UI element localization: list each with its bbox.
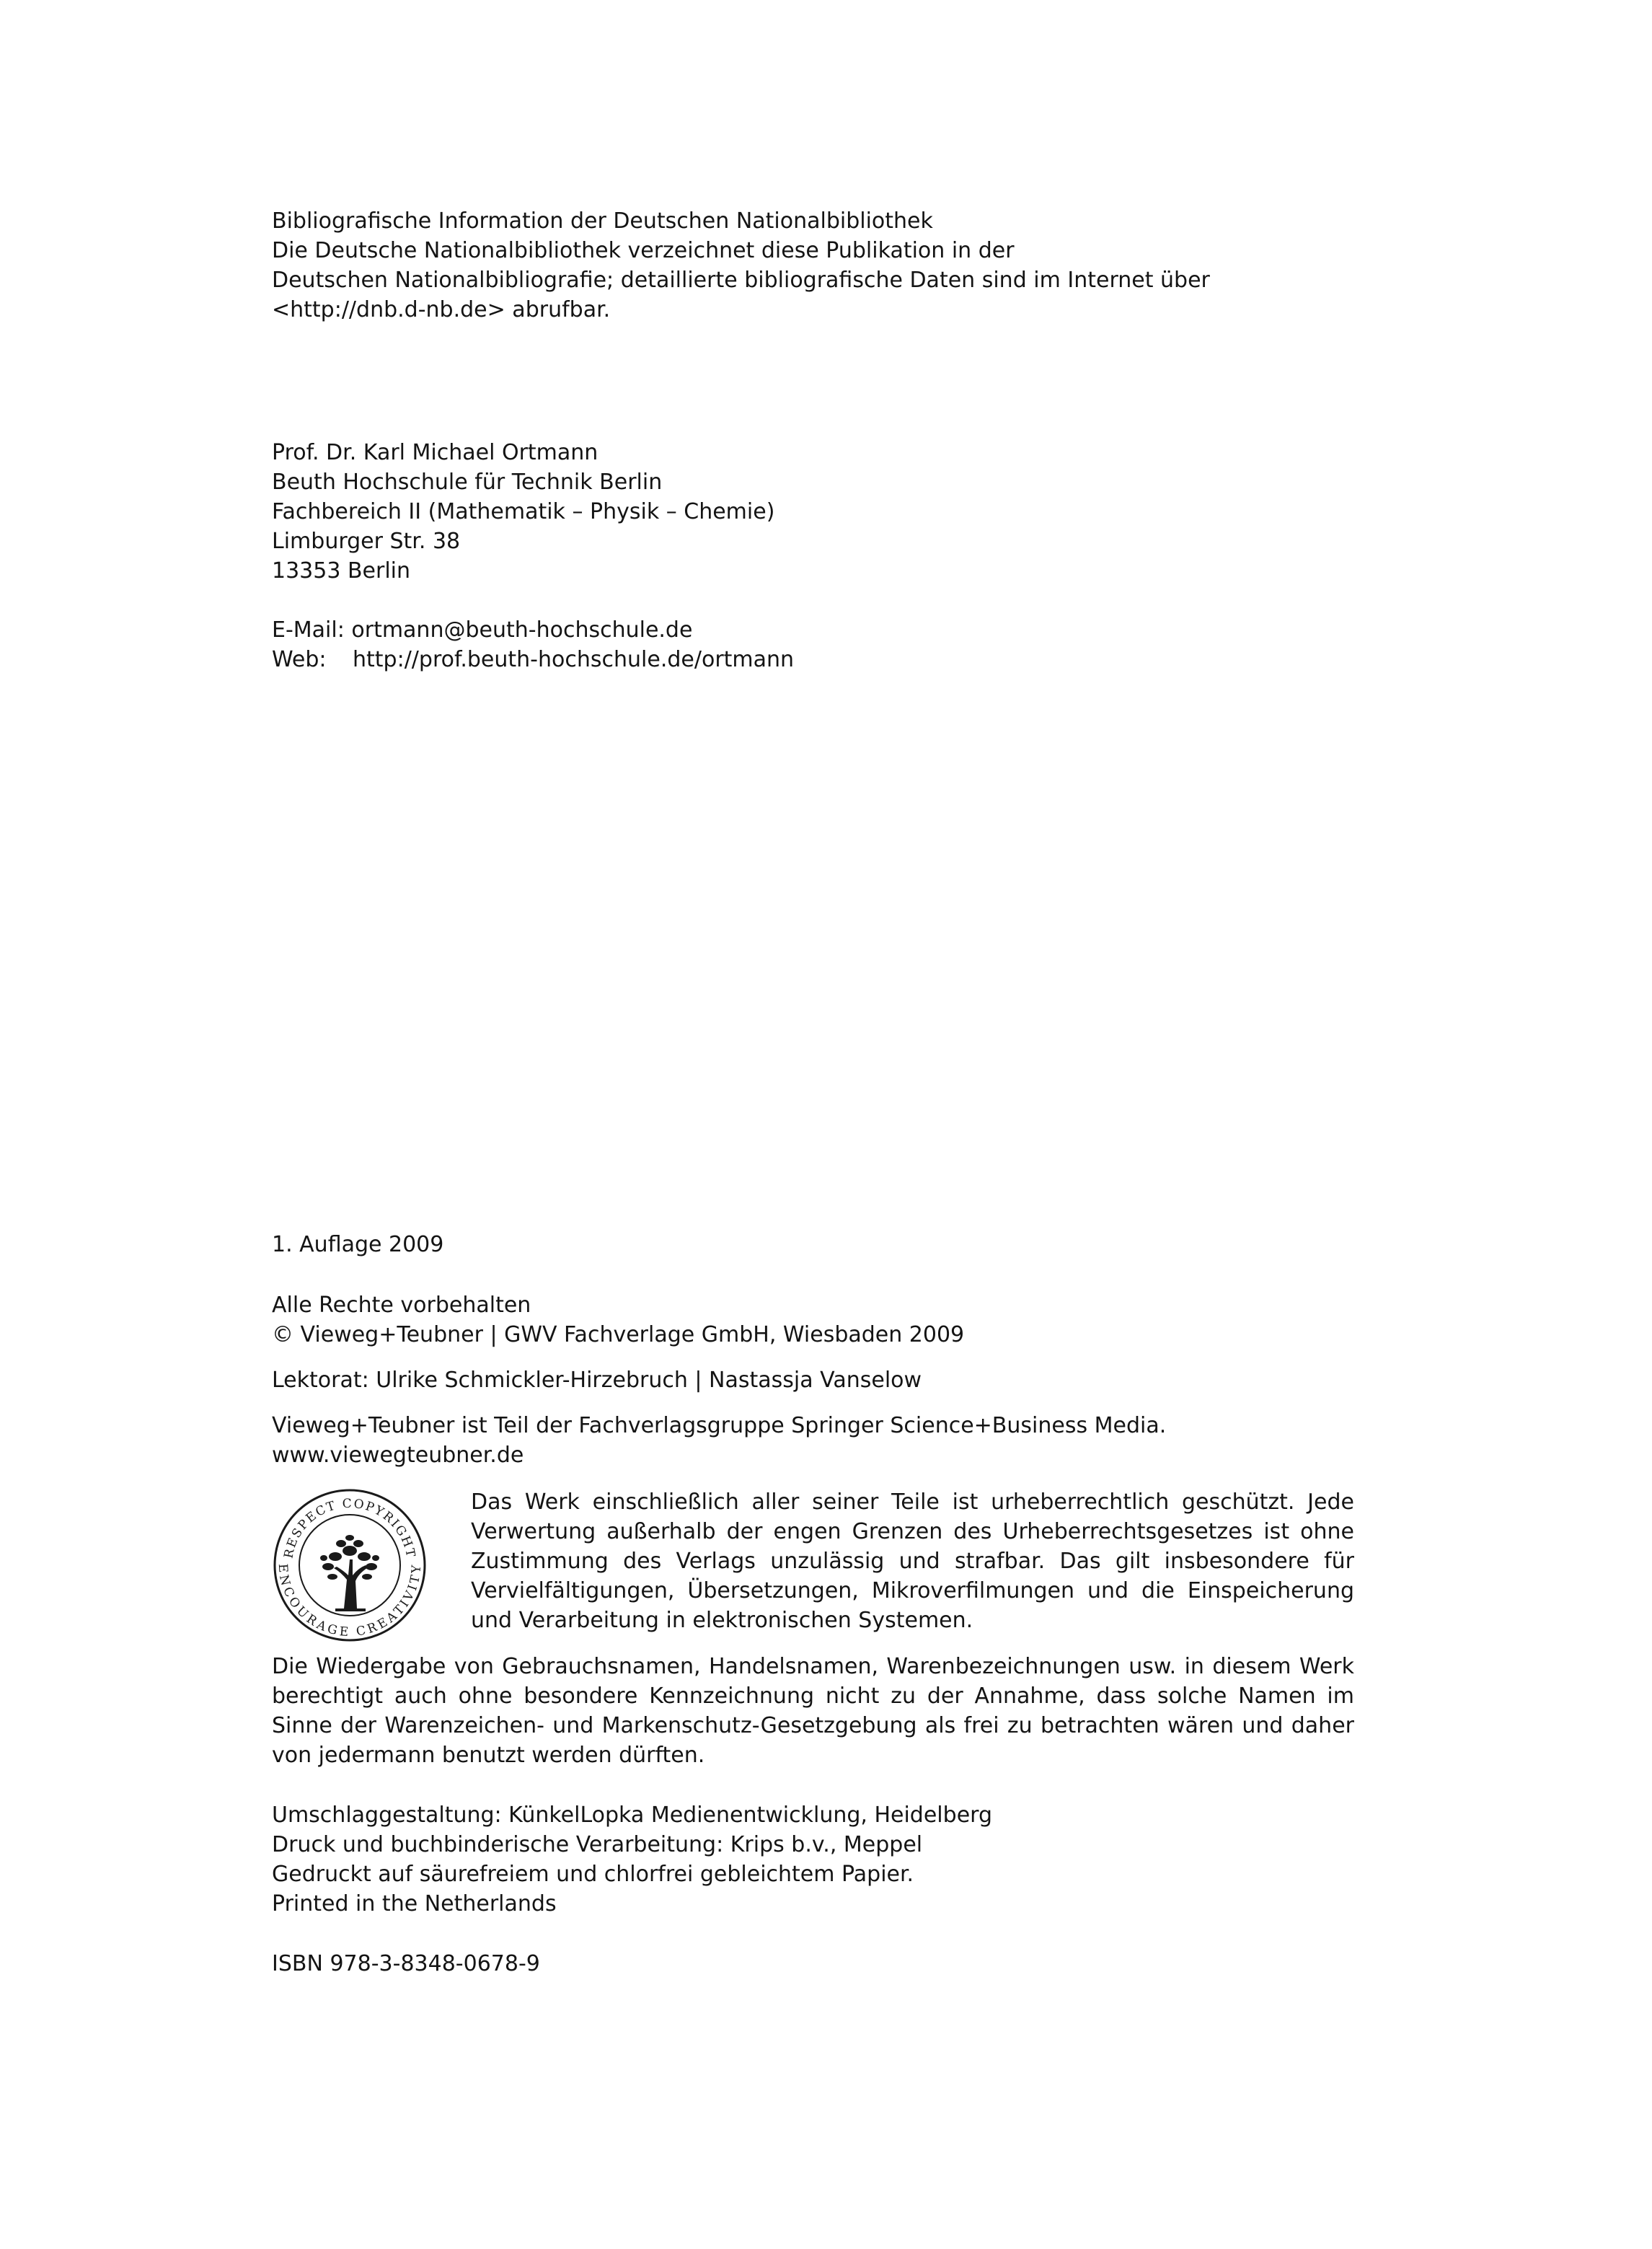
publisher-block (272, 1411, 1166, 1470)
web-label: Web: (272, 647, 327, 672)
production-info (272, 1800, 992, 1919)
copyright-notice-line-5: und Verarbeitung in elektronischen Systemen. (471, 1608, 973, 1633)
web-address[interactable]: http://prof.beuth-hochschule.de/ortmann (353, 647, 795, 672)
seal-top-text: RESPECT COPYRIGHT (281, 1496, 418, 1560)
email-label: E-Mail: (272, 617, 345, 643)
trademark-notice-line-1: Die Wiedergabe von Gebrauchsnamen, Handelsnamen, Warenbezeichnungen usw. in diesem Werk (272, 1654, 1354, 1679)
bib-line-4: <http://dnb.d-nb.de> abrufbar. (272, 297, 611, 322)
author-street: Limburger Str. 38 (272, 529, 461, 554)
author-city: 13353 Berlin (272, 558, 411, 584)
bib-line-1: Bibliografische Information der Deutschen Nationalbibliothek (272, 208, 933, 234)
trademark-notice-line-3: Sinne der Warenzeichen- und Markenschutz-Gesetzgebung als frei zu betrachten wären und daher (272, 1713, 1354, 1738)
email-address[interactable]: ortmann@beuth-hochschule.de (351, 617, 693, 643)
cover-design: Umschlaggestaltung: KünkelLopka Medienentwicklung, Heidelberg (272, 1803, 992, 1828)
publisher-group: Vieweg+Teubner ist Teil der Fachverlagsgruppe Springer Science+Business Media. (272, 1413, 1167, 1438)
bib-line-3: Deutschen Nationalbibliografie; detaillierte bibliografische Daten sind im Internet über (272, 268, 1210, 293)
trademark-notice-line-2: berechtigt auch ohne besondere Kennzeichnung nicht zu der Annahme, dass solche Namen im (272, 1684, 1354, 1709)
email-line (272, 615, 794, 645)
author-institution: Beuth Hochschule für Technik Berlin (272, 470, 663, 495)
respect-copyright-seal-icon (272, 1487, 428, 1643)
edition: 1. Auflage 2009 (272, 1232, 444, 1257)
printing: Druck und buchbinderische Verarbeitung: Krips b.v., Meppel (272, 1832, 923, 1857)
trademark-notice (272, 1652, 1354, 1770)
author-name: Prof. Dr. Karl Michael Ortmann (272, 440, 598, 465)
copyright-notice-line-2: Verwertung außerhalb der engen Grenzen des Urheberrechtsgesetzes ist ohne (471, 1519, 1354, 1544)
paper-info: Gedruckt auf säurefreiem und chlorfrei gebleichtem Papier. (272, 1862, 914, 1887)
copyright-line: © Vieweg+Teubner | GWV Fachverlage GmbH, Wiesbaden 2009 (272, 1322, 965, 1347)
rights-block (272, 1290, 964, 1350)
isbn: ISBN 978-3-8348-0678-9 (272, 1951, 540, 1976)
author-department: Fachbereich II (Mathematik – Physik – Chemie) (272, 499, 775, 524)
web-line (272, 645, 794, 674)
copyright-notice (471, 1487, 1354, 1635)
copyright-notice-line-3: Zustimmung des Verlags unzulässig und strafbar. Das gilt insbesondere für (471, 1549, 1354, 1574)
author-contact (272, 615, 794, 674)
seal-bottom-text: ENCOURAGE CREATIVITY (275, 1563, 425, 1640)
publisher-website[interactable]: www.viewegteubner.de (272, 1443, 524, 1468)
tree-icon (320, 1535, 379, 1611)
bib-line-2: Die Deutsche Nationalbibliothek verzeichnet diese Publikation in der (272, 238, 1015, 263)
printed-in: Printed in the Netherlands (272, 1891, 557, 1916)
trademark-notice-line-4: von jedermann benutzt werden dürften. (272, 1743, 705, 1768)
copyright-notice-line-1: Das Werk einschließlich aller seiner Teile ist urheberrechtlich geschützt. Jede (471, 1489, 1354, 1515)
editors: Lektorat: Ulrike Schmickler-Hirzebruch | Nastassja Vanselow (272, 1368, 922, 1393)
copyright-notice-line-4: Vervielfältigungen, Übersetzungen, Mikroverfilmungen und die Einspeicherung (471, 1578, 1354, 1603)
rights-reserved: Alle Rechte vorbehalten (272, 1293, 531, 1318)
bibliographic-info (272, 206, 1210, 325)
author-address (272, 438, 774, 586)
